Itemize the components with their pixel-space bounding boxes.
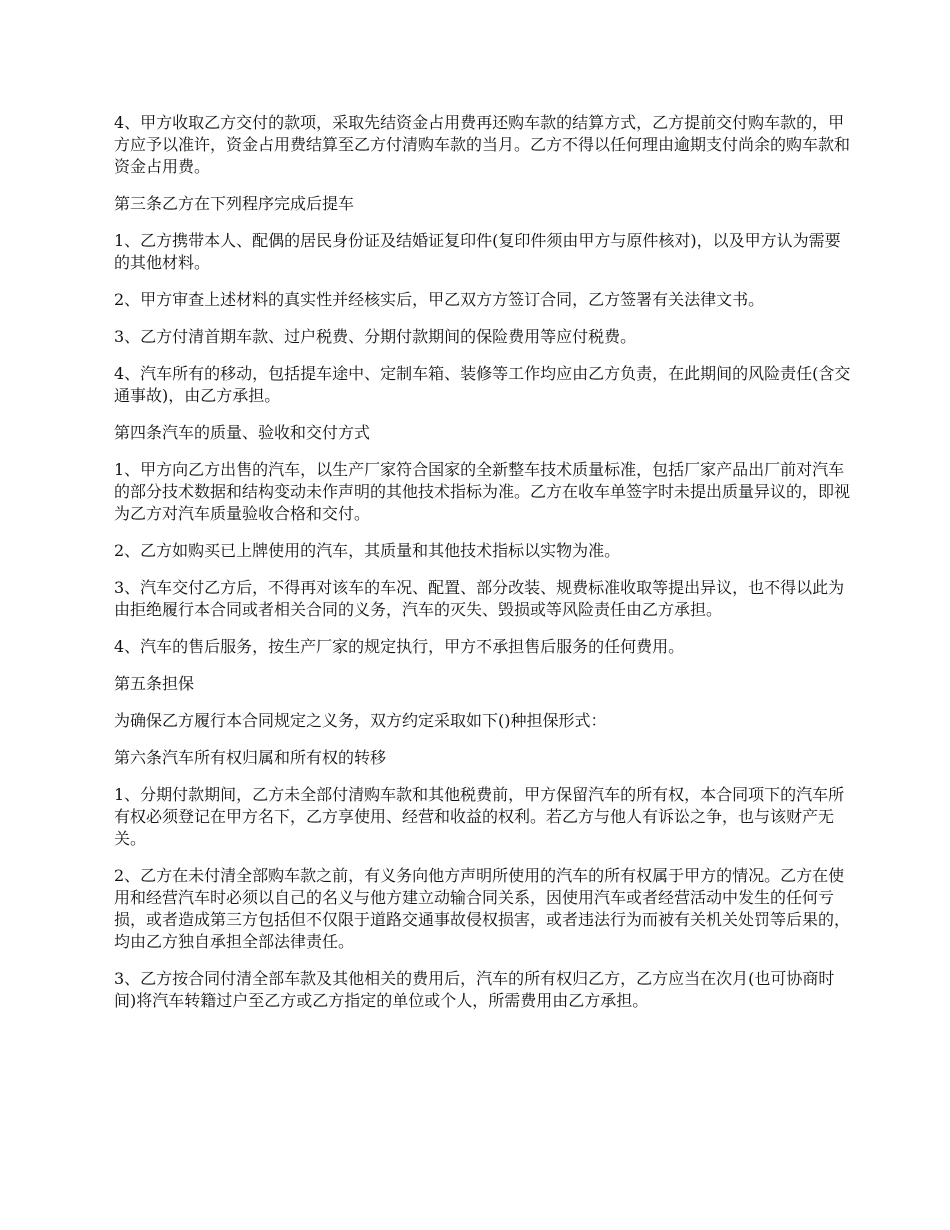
paragraph-article6-item2: 2、乙方在未付清全部购车款之前，有义务向他方声明所使用的汽车的所有权属于甲方的情况。乙方在使用和经营汽车时必须以自己的名义与他方建立动输合同关系，因使用汽车或者经营活动中发生的任何亏损，或者造成第三方包括但不仅限于道路交通事故侵权损害，或者违法行为而被有关机关处罚等后果的，均由乙方独自承担全部法律责任。 bbox=[114, 866, 851, 951]
paragraph-article4-item1: 1、甲方向乙方出售的汽车，以生产厂家符合国家的全新整车技术质量标准，包括厂家产品出厂前对汽车的部分技术数据和结构变动未作声明的其他技术指标为准。乙方在收车单签字时未提出质量异议的，即视为乙方对汽车质量验收合格和交付。 bbox=[114, 460, 851, 523]
paragraph-article6-item3: 3、乙方按合同付清全部车款及其他相关的费用后，汽车的所有权归乙方，乙方应当在次月(也可协商时间)将汽车转籍过户至乙方或乙方指定的单位或个人，所需费用由乙方承担。 bbox=[114, 969, 835, 1010]
paragraph-article4-item3: 3、汽车交付乙方后，不得再对该车的车况、配置、部分改装、规费标准收取等提出异议，也不得以此为由拒绝履行本合同或者相关合同的义务，汽车的灭失、毁损或等风险责任由乙方承担。 bbox=[114, 578, 845, 619]
paragraph-article3-item4: 4、汽车所有的移动，包括提车途中、定制车箱、装修等工作均应由乙方负责，在此期间的风险责任(含交通事故)，由乙方承担。 bbox=[114, 364, 851, 405]
paragraph-article4-item4: 4、汽车的售后服务，按生产厂家的规定执行，甲方不承担售后服务的任何费用。 bbox=[114, 637, 685, 656]
paragraph-article4-item2: 2、乙方如购买已上牌使用的汽车，其质量和其他技术指标以实物为准。 bbox=[114, 541, 621, 560]
heading-article5: 第五条担保 bbox=[114, 674, 195, 693]
paragraph-article5-guarantee: 为确保乙方履行本合同规定之义务，双方约定采取如下()种担保形式： bbox=[114, 711, 607, 730]
document-body bbox=[114, 112, 854, 1027]
heading-article4: 第四条汽车的质量、验收和交付方式 bbox=[114, 423, 371, 442]
paragraph-article3-item2: 2、甲方审查上述材料的真实性并经核实后，甲乙双方方签订合同，乙方签署有关法律文书。 bbox=[114, 290, 765, 309]
heading-article6: 第六条汽车所有权归属和所有权的转移 bbox=[114, 748, 387, 767]
paragraph-article2-item4: 4、甲方收取乙方交付的款项，采取先结资金占用费再还购车款的结算方式，乙方提前交付购车款的，甲方应予以准许，资金占用费结算至乙方付清购车款的当月。乙方不得以任何理由逾期支付尚余的购车款和资金占用费。 bbox=[114, 113, 851, 176]
paragraph-article3-item3: 3、乙方付清首期车款、过户税费、分期付款期间的保险费用等应付税费。 bbox=[114, 327, 637, 346]
heading-article3: 第三条乙方在下列程序完成后提车 bbox=[114, 194, 355, 213]
paragraph-article6-item1: 1、分期付款期间，乙方未全部付清购车款和其他税费前，甲方保留汽车的所有权，本合同项下的汽车所有权必须登记在甲方名下，乙方享使用、经营和收益的权利。若乙方与他人有诉讼之争，也与该财产无关。 bbox=[114, 785, 845, 848]
paragraph-article3-item1: 1、乙方携带本人、配偶的居民身份证及结婚证复印件(复印件须由甲方与原件核对)，以及甲方认为需要的其他材料。 bbox=[114, 231, 841, 272]
